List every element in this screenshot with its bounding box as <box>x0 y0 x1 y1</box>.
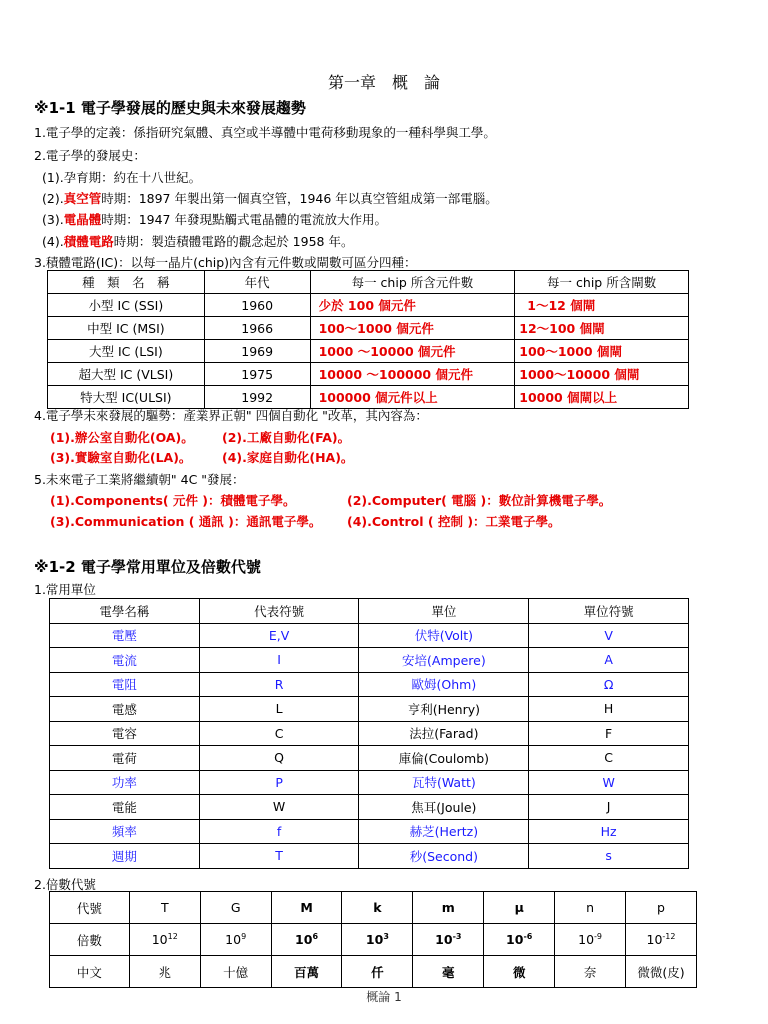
section-1-1-heading: ※1-1 電子學發展的歷史與未來發展趨勢 <box>34 99 306 117</box>
table-header-cell: 單位 <box>359 599 529 624</box>
table-row <box>50 924 697 956</box>
fourc-item-components: (1).Components( 元件 )：積體電子學。 <box>50 493 296 508</box>
table-cell: $10^{-9}$ <box>555 924 626 956</box>
table-cell: 特大型 IC(ULSI) <box>48 386 205 409</box>
history-item-3: (3).電晶體時期：1947 年發現點觸式電晶體的電流放大作用。 <box>42 212 387 227</box>
table-cell: 100000 個元件以上 <box>310 386 515 409</box>
table-cell: 10000 ～100000 個元件 <box>310 363 515 386</box>
table-cell: 少於 100 個元件 <box>310 294 515 317</box>
table-cell: 電荷 <box>50 746 200 771</box>
multiplier-table <box>49 891 697 988</box>
table-cell: 代號 <box>50 892 130 924</box>
table-cell: 1966 <box>204 317 310 340</box>
automation-item-fa: (2).工廠自動化(FA)。 <box>222 430 351 445</box>
table-cell: 電阻 <box>50 672 200 697</box>
table-cell: 倍數 <box>50 924 130 956</box>
table-cell: 功率 <box>50 770 200 795</box>
table-header-cell: 種 類 名 稱 <box>48 271 205 294</box>
table-row <box>50 795 689 820</box>
table-cell: 伏特(Volt) <box>359 623 529 648</box>
table-cell: P <box>199 770 359 795</box>
table-cell: $10^9$ <box>200 924 271 956</box>
fourc-item-control: (4).Control ( 控制 )：工業電子學。 <box>347 514 561 529</box>
table-row <box>48 317 689 340</box>
table-cell: 庫倫(Coulomb) <box>359 746 529 771</box>
table-cell: $10^6$ <box>271 924 342 956</box>
table-cell: 赫芝(Hertz) <box>359 819 529 844</box>
table-cell: 亨利(Henry) <box>359 697 529 722</box>
table-row <box>48 340 689 363</box>
table-cell: 仟 <box>342 956 413 988</box>
table-row <box>48 294 689 317</box>
table-cell: E,V <box>199 623 359 648</box>
table-cell: Q <box>199 746 359 771</box>
table-cell: F <box>529 721 689 746</box>
table-cell: C <box>529 746 689 771</box>
table-header-row <box>48 271 689 294</box>
history-item-1: (1).孕育期：約在十八世紀。 <box>42 170 202 185</box>
table-cell: 12～100 個閘 <box>515 317 689 340</box>
table-cell: W <box>199 795 359 820</box>
table-cell: 法拉(Farad) <box>359 721 529 746</box>
history-line: 2.電子學的發展史： <box>34 148 146 163</box>
table-cell: 頻率 <box>50 819 200 844</box>
table-cell: 1992 <box>204 386 310 409</box>
table-cell: 1000 ～10000 個元件 <box>310 340 515 363</box>
table-cell: V <box>529 623 689 648</box>
table-cell: 十億 <box>200 956 271 988</box>
table-cell: $10^{12}$ <box>129 924 200 956</box>
fourc-line: 5.未來電子工業將繼續朝" 4C "發展： <box>34 472 245 487</box>
units-line: 1.常用單位 <box>34 582 96 597</box>
section-1-2-heading: ※1-2 電子學常用單位及倍數代號 <box>34 558 261 576</box>
table-cell: 兆 <box>129 956 200 988</box>
table-row <box>50 697 689 722</box>
table-cell: 超大型 IC (VLSI) <box>48 363 205 386</box>
automation-item-la: (3).實驗室自動化(LA)。 <box>50 450 192 465</box>
table-cell: 週期 <box>50 844 200 869</box>
table-row <box>50 892 697 924</box>
table-cell: 電流 <box>50 648 200 673</box>
table-cell: 1960 <box>204 294 310 317</box>
unit-table <box>49 598 689 869</box>
page-title: 第一章 概 論 <box>327 73 440 92</box>
fourc-item-communication: (3).Communication ( 通訊 )：通訊電子學。 <box>50 514 322 529</box>
table-header-cell: 電學名稱 <box>50 599 200 624</box>
table-cell: 中文 <box>50 956 130 988</box>
table-header-cell: 代表符號 <box>199 599 359 624</box>
table-cell: 安培(Ampere) <box>359 648 529 673</box>
table-row <box>50 819 689 844</box>
table-row <box>50 746 689 771</box>
table-cell: μ <box>484 892 555 924</box>
table-cell: $10^{-6}$ <box>484 924 555 956</box>
table-cell: 1000～10000 個閘 <box>515 363 689 386</box>
table-cell: n <box>555 892 626 924</box>
page-footer: 概論 1 <box>366 990 402 1004</box>
table-row <box>48 363 689 386</box>
table-row <box>50 721 689 746</box>
table-cell: 奈 <box>555 956 626 988</box>
table-cell: L <box>199 697 359 722</box>
table-header-row <box>50 599 689 624</box>
ic-line: 3.積體電路(IC)：以每一晶片(chip)內含有元件數或閘數可區分四種： <box>34 255 417 270</box>
table-cell: W <box>529 770 689 795</box>
table-cell: 中型 IC (MSI) <box>48 317 205 340</box>
table-cell: 電壓 <box>50 623 200 648</box>
automation-item-ha: (4).家庭自動化(HA)。 <box>222 450 354 465</box>
table-cell: $10^{-3}$ <box>413 924 484 956</box>
table-cell: C <box>199 721 359 746</box>
table-cell: 1969 <box>204 340 310 363</box>
table-cell: 電感 <box>50 697 200 722</box>
history-item-4: (4).積體電路時期：製造積體電路的觀念起於 1958 年。 <box>42 234 354 249</box>
table-cell: 100～1000 個元件 <box>310 317 515 340</box>
table-cell: 歐姆(Ohm) <box>359 672 529 697</box>
table-cell: M <box>271 892 342 924</box>
trend-line: 4.電子學未來發展的驅勢：產業界正朝" 四個自動化 "改革，其內容為： <box>34 408 428 423</box>
table-cell: 10000 個閘以上 <box>515 386 689 409</box>
table-cell: $10^3$ <box>342 924 413 956</box>
table-cell: 大型 IC (LSI) <box>48 340 205 363</box>
automation-item-oa: (1).辦公室自動化(OA)。 <box>50 430 194 445</box>
table-cell: I <box>199 648 359 673</box>
table-cell: 焦耳(Joule) <box>359 795 529 820</box>
table-header-cell: 年代 <box>204 271 310 294</box>
table-cell: 1～12 個閘 <box>515 294 689 317</box>
table-cell: H <box>529 697 689 722</box>
table-cell: 電容 <box>50 721 200 746</box>
table-row <box>50 672 689 697</box>
fourc-item-computer: (2).Computer( 電腦 )：數位計算機電子學。 <box>347 493 612 508</box>
table-cell: s <box>529 844 689 869</box>
table-cell: 毫 <box>413 956 484 988</box>
table-row <box>50 844 689 869</box>
table-cell: A <box>529 648 689 673</box>
multiples-line: 2.倍數代號 <box>34 877 96 892</box>
table-cell: f <box>199 819 359 844</box>
table-row <box>50 648 689 673</box>
table-cell: m <box>413 892 484 924</box>
definition-line: 1.電子學的定義：係指研究氣體、真空或半導體中電荷移動現象的一種科學與工學。 <box>34 125 496 140</box>
table-cell: p <box>626 892 697 924</box>
table-cell: 秒(Second) <box>359 844 529 869</box>
table-cell: 小型 IC (SSI) <box>48 294 205 317</box>
ic-table <box>47 270 689 409</box>
table-cell: $10^{-12}$ <box>626 924 697 956</box>
table-header-cell: 每一 chip 所含閘數 <box>515 271 689 294</box>
table-cell: 微微(皮) <box>626 956 697 988</box>
table-header-cell: 單位符號 <box>529 599 689 624</box>
table-row <box>50 770 689 795</box>
table-cell: 1975 <box>204 363 310 386</box>
table-row <box>50 956 697 988</box>
table-cell: Ω <box>529 672 689 697</box>
table-cell: R <box>199 672 359 697</box>
table-cell: Hz <box>529 819 689 844</box>
table-header-cell: 每一 chip 所含元件數 <box>310 271 515 294</box>
table-cell: 百萬 <box>271 956 342 988</box>
table-cell: 電能 <box>50 795 200 820</box>
table-cell: 100～1000 個閘 <box>515 340 689 363</box>
table-cell: 瓦特(Watt) <box>359 770 529 795</box>
table-row <box>50 623 689 648</box>
history-item-2: (2).真空管時期：1897 年製出第一個真空管，1946 年以真空管組成第一部電腦。 <box>42 191 498 206</box>
table-cell: T <box>199 844 359 869</box>
table-cell: T <box>129 892 200 924</box>
table-cell: J <box>529 795 689 820</box>
table-cell: k <box>342 892 413 924</box>
table-cell: 微 <box>484 956 555 988</box>
table-cell: G <box>200 892 271 924</box>
